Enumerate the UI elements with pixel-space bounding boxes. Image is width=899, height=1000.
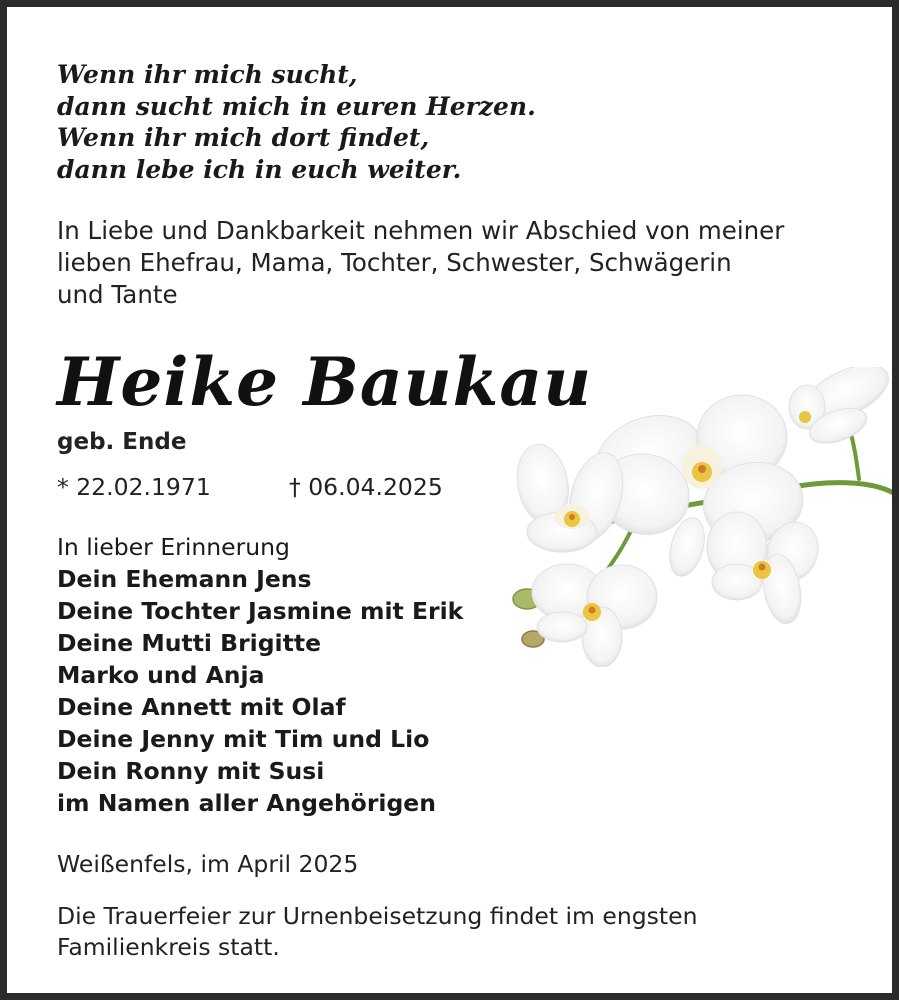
life-dates	[57, 472, 443, 502]
mourner: Deine Jenny mit Tim und Lio	[57, 725, 430, 753]
mourner: Dein Ronny mit Susi	[57, 757, 325, 785]
mourner: Marko und Anja	[57, 661, 265, 689]
poem-line: Wenn ihr mich dort findet,	[57, 123, 430, 152]
poem-line: dann lebe ich in euch weiter.	[57, 154, 462, 184]
mourners-list	[57, 531, 463, 819]
deceased-name: Heike Baukau	[57, 343, 593, 421]
mourners-lead: In lieber Erinnerung	[57, 533, 290, 561]
poem-line: dann sucht mich in euren Herzen.	[57, 91, 536, 121]
poem-line: Wenn ihr mich sucht,	[57, 60, 358, 89]
intro-line: und Tante	[57, 280, 178, 309]
notice-line: Familienkreis statt.	[57, 933, 280, 961]
orchid-icon	[507, 367, 899, 667]
mourner: Deine Annett mit Olaf	[57, 693, 346, 721]
death-date: † 06.04.2025	[289, 473, 443, 501]
birth-name: geb. Ende	[57, 429, 187, 455]
mourner: Deine Tochter Jasmine mit Erik	[57, 597, 464, 625]
mourner: im Namen aller Angehörigen	[57, 789, 436, 817]
notice-line: Die Trauerfeier zur Urnenbeisetzung findet im engsten	[57, 902, 698, 930]
place-date: Weißenfels, im April 2025	[57, 850, 359, 878]
birth-date: * 22.02.1971	[57, 473, 211, 501]
funeral-notice	[57, 901, 857, 963]
poem	[57, 59, 536, 185]
mourner: Dein Ehemann Jens	[57, 565, 312, 593]
intro-line: In Liebe und Dankbarkeit nehmen wir Abschied von meiner	[57, 216, 785, 245]
intro-text	[57, 215, 857, 311]
intro-line: lieben Ehefrau, Mama, Tochter, Schwester, Schwägerin	[57, 248, 732, 277]
mourner: Deine Mutti Brigitte	[57, 629, 322, 657]
